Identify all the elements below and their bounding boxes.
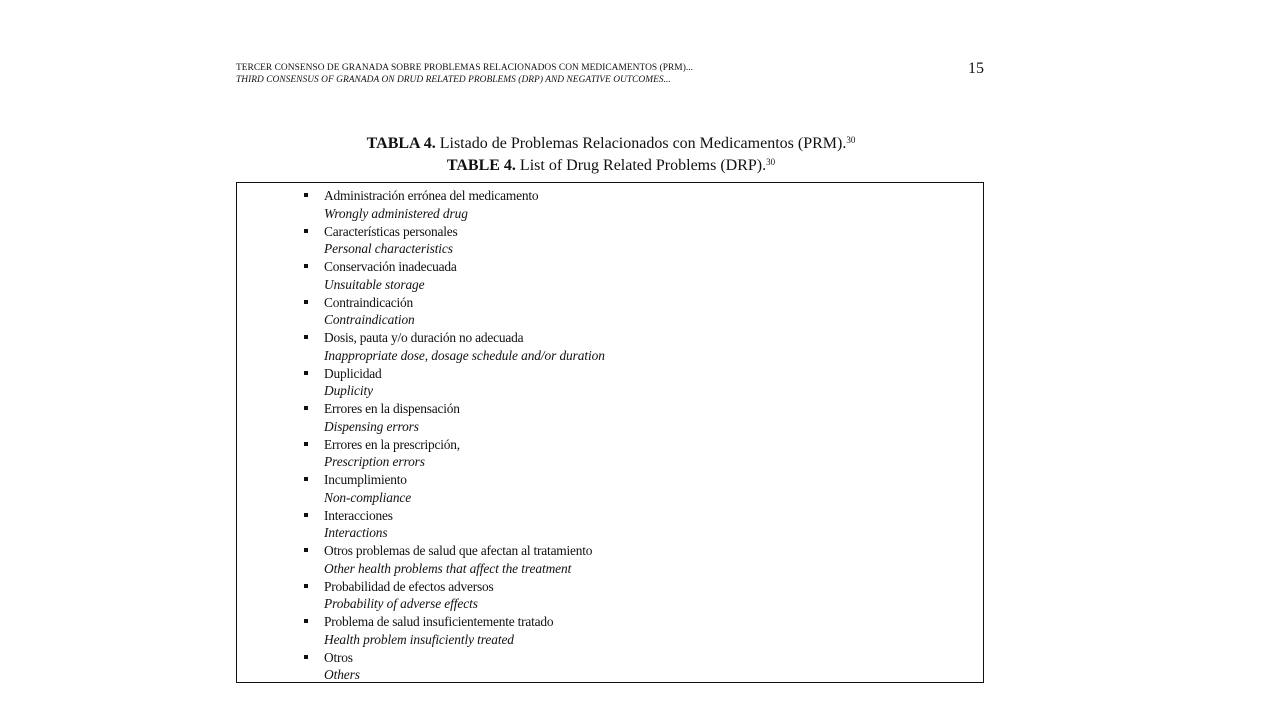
- caption-label-english: TABLE 4.: [446, 157, 516, 174]
- page-number: 15: [968, 60, 984, 77]
- item-english-term: Others: [324, 667, 360, 682]
- caption-text-english: List of Drug Related Problems (DRP).: [519, 157, 767, 174]
- item-spanish-term: Incumplimiento: [324, 472, 407, 487]
- item-spanish-term: Problema de salud insuficientemente tratado: [324, 614, 554, 629]
- item-english-term: Prescription errors: [324, 454, 425, 469]
- item-english-term: Wrongly administered drug: [324, 205, 468, 221]
- item-spanish-term: Conservación inadecuada: [324, 259, 457, 274]
- item-english-term: Health problem insuficiently treated: [324, 631, 514, 647]
- item-spanish-term: Errores en la prescripción,: [324, 436, 460, 452]
- caption-text-spanish: Listado de Problemas Relacionados con Medicamentos (PRM).: [439, 135, 847, 152]
- bullet-icon: [304, 655, 308, 659]
- list-item: [301, 258, 605, 294]
- list-item: [301, 223, 605, 259]
- bullet-icon: [304, 406, 308, 410]
- list-item: [301, 187, 605, 223]
- item-spanish-term: Errores en la dispensación: [324, 401, 460, 416]
- list-item: [301, 400, 605, 436]
- item-spanish-term: Probabilidad de efectos adversos: [324, 578, 494, 594]
- running-title-spanish: TERCER CONSENSO DE GRANADA SOBRE PROBLEMAS RELACIONADOS CON MEDICAMENTOS (PRM)...: [236, 63, 694, 73]
- item-english-term: Non-compliance: [324, 489, 412, 505]
- item-spanish-term: Otros: [324, 649, 353, 665]
- bullet-icon: [304, 513, 308, 517]
- bullet-icon: [304, 335, 308, 339]
- bullet-icon: [304, 548, 308, 552]
- list-item: [301, 578, 605, 614]
- item-english-term: Contraindication: [324, 312, 415, 327]
- bullet-icon: [304, 264, 308, 268]
- item-spanish-term: Otros problemas de salud que afectan al tratamiento: [324, 543, 593, 558]
- item-english-term: Dispensing errors: [324, 418, 419, 434]
- bullet-icon: [304, 193, 308, 197]
- bullet-icon: [304, 300, 308, 304]
- caption-reference-spanish: 30: [846, 135, 856, 145]
- item-english-term: Interactions: [324, 525, 388, 540]
- caption-label-spanish: TABLA 4.: [366, 135, 436, 152]
- bullet-icon: [304, 619, 308, 623]
- list-item: [301, 649, 605, 685]
- list-item: [301, 436, 605, 472]
- table-caption-english: [236, 155, 986, 177]
- running-title-english: THIRD CONSENSUS OF GRANADA ON DRUD RELATED PROBLEMS (DRP) AND NEGATIVE OUTCOMES...: [236, 75, 671, 85]
- caption-reference-english: 30: [766, 157, 776, 167]
- item-spanish-term: Administración errónea del medicamento: [324, 188, 539, 203]
- bullet-icon: [304, 477, 308, 481]
- table-captions: [236, 133, 986, 177]
- item-english-term: Personal characteristics: [324, 241, 453, 256]
- bullet-icon: [304, 229, 308, 233]
- item-spanish-term: Duplicidad: [324, 365, 382, 381]
- list-item: [301, 542, 605, 578]
- item-spanish-term: Dosis, pauta y/o duración no adecuada: [324, 330, 524, 345]
- list-item: [301, 613, 605, 649]
- running-header: [236, 62, 976, 86]
- item-english-term: Probability of adverse effects: [324, 596, 478, 611]
- table-caption-spanish: [236, 133, 986, 155]
- item-spanish-term: Interacciones: [324, 507, 393, 523]
- item-spanish-term: Características personales: [324, 223, 458, 239]
- list-item: [301, 329, 605, 365]
- item-english-term: Other health problems that affect the treatment: [324, 560, 572, 576]
- list-item: [301, 294, 605, 330]
- bullet-icon: [304, 442, 308, 446]
- list-item: [301, 471, 605, 507]
- item-spanish-term: Contraindicación: [324, 294, 414, 310]
- bullet-icon: [304, 371, 308, 375]
- item-english-term: Duplicity: [324, 383, 373, 398]
- bullet-icon: [304, 584, 308, 588]
- list-item: [301, 365, 605, 401]
- problem-list: [301, 187, 605, 684]
- item-english-term: Unsuitable storage: [324, 276, 425, 292]
- item-english-term: Inappropriate dose, dosage schedule and/or duration: [324, 347, 605, 363]
- list-item: [301, 507, 605, 543]
